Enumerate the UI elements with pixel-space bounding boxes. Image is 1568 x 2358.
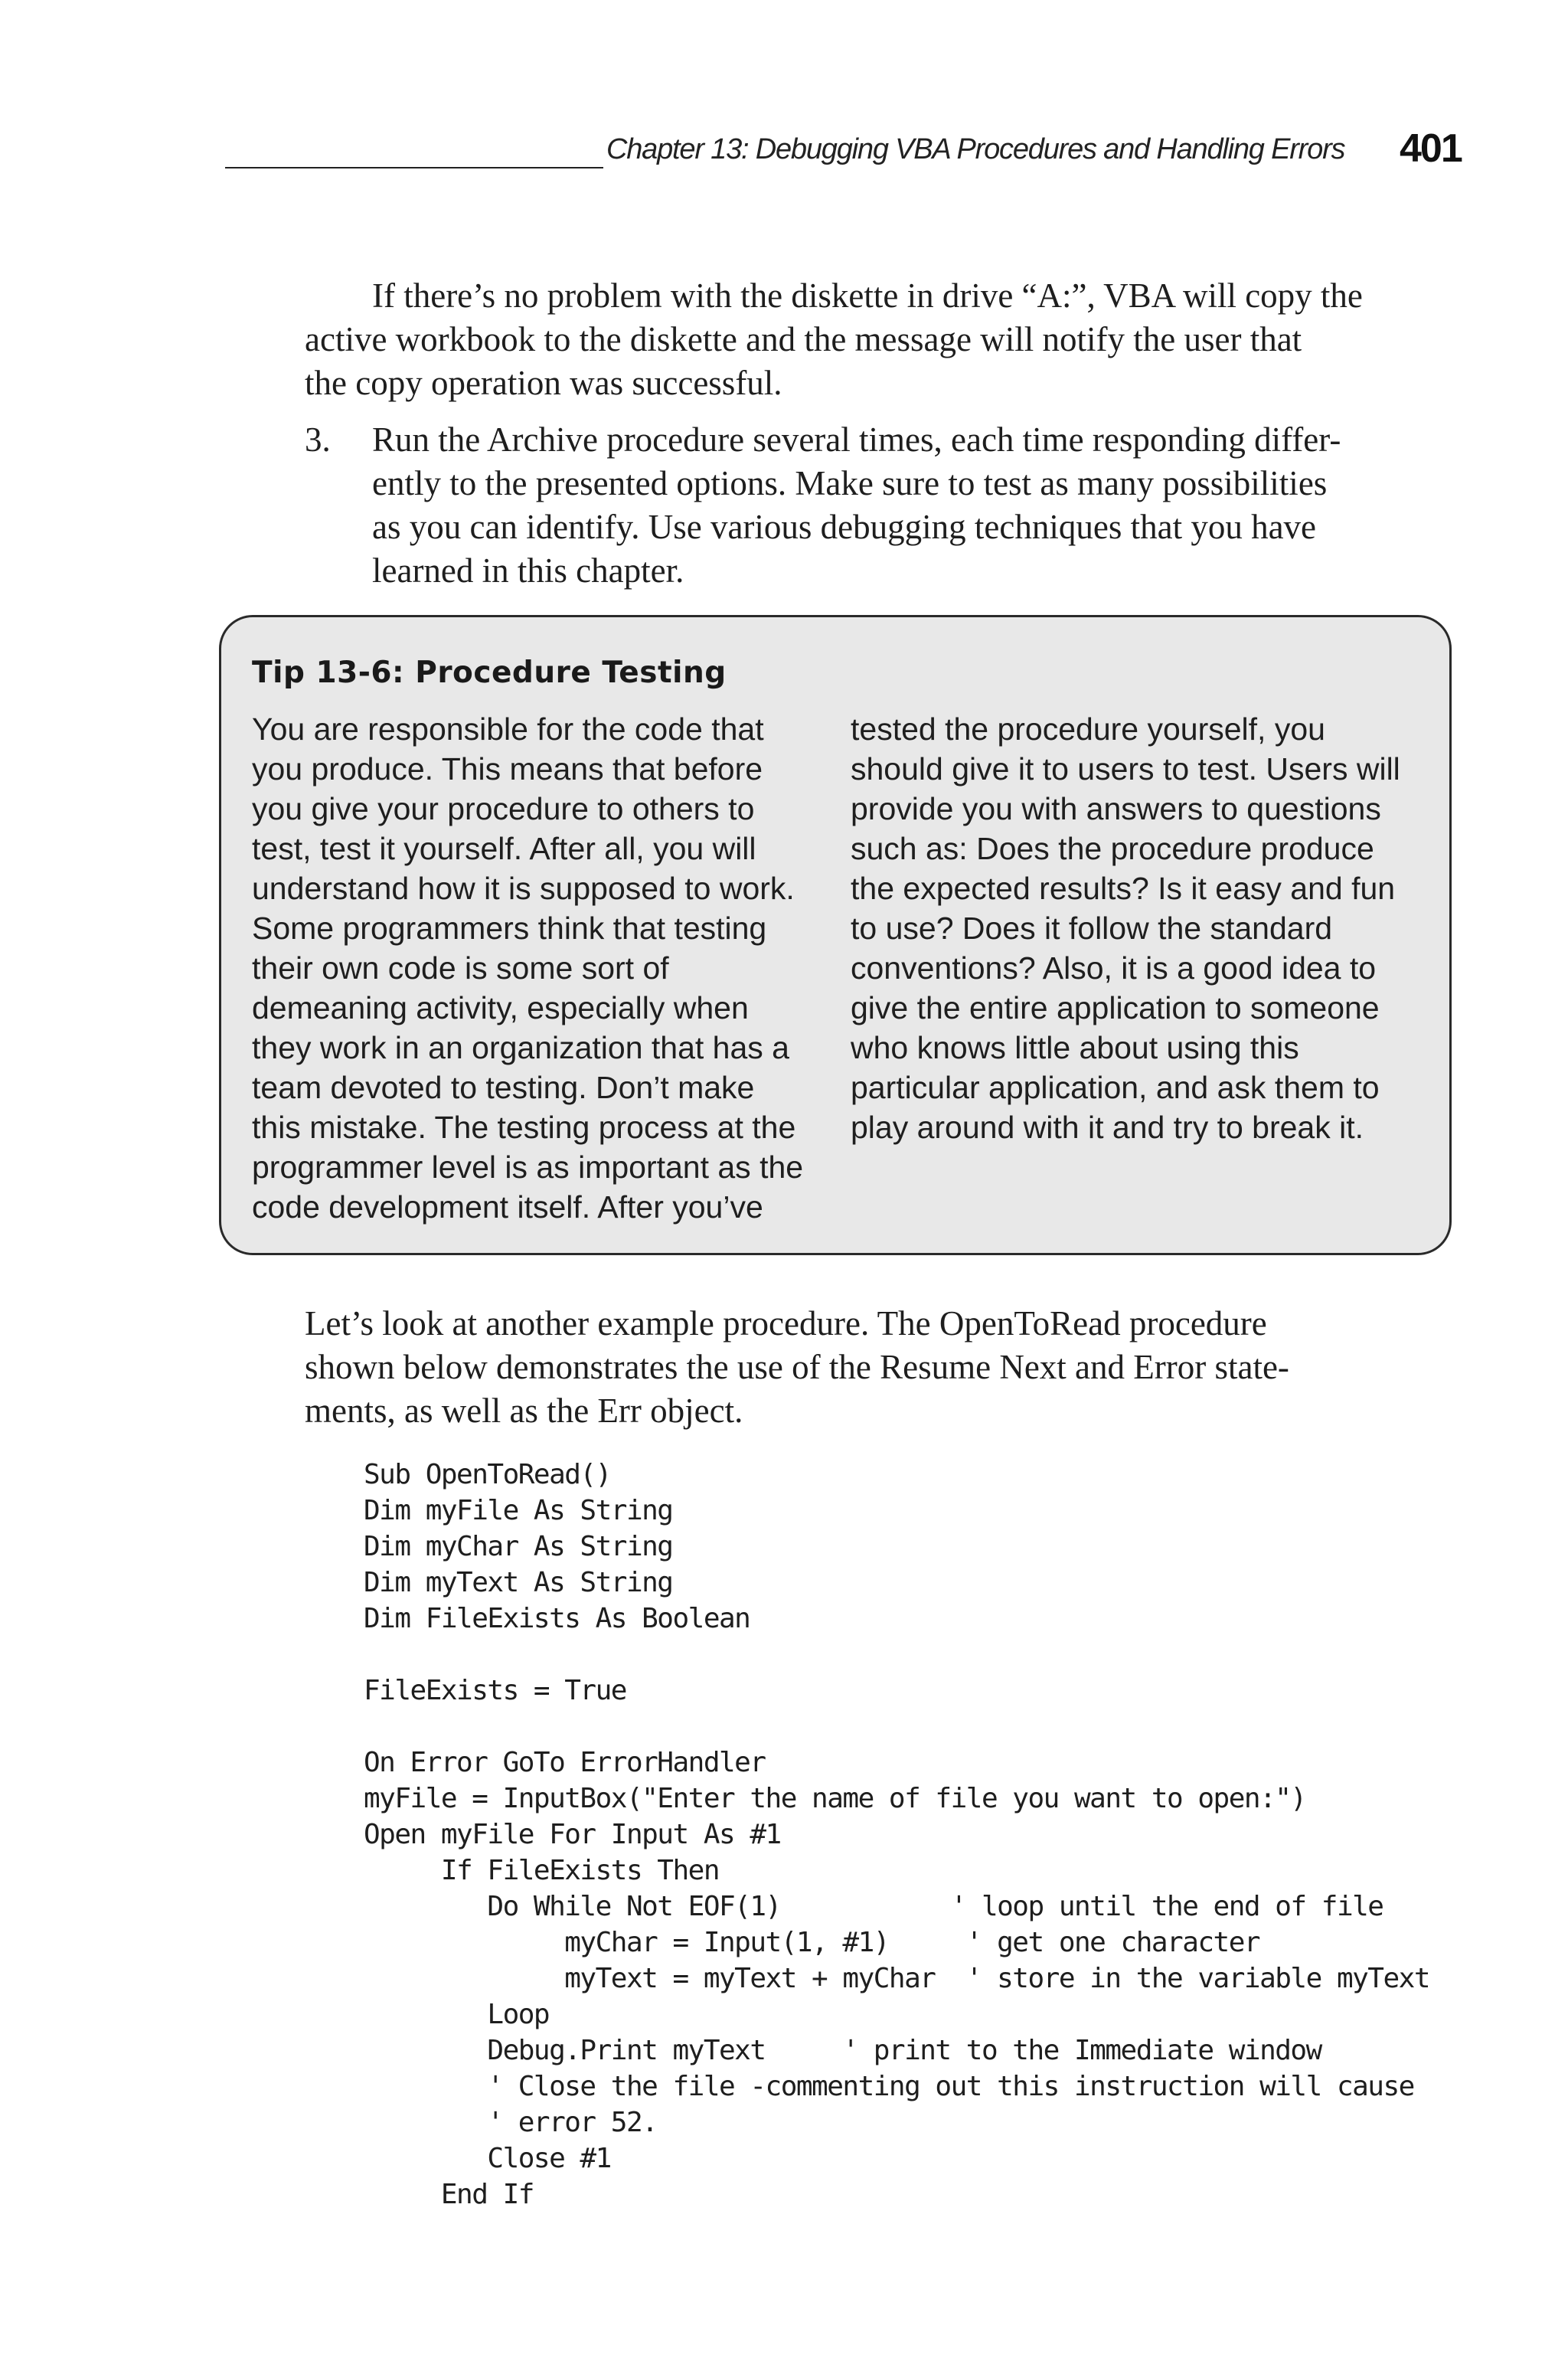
code-line: Close #1: [364, 2143, 611, 2174]
step-line: as you can identify. Use various debugging techniques that you have: [372, 508, 1317, 546]
step-number: 3.: [305, 420, 331, 459]
tip-box: [219, 615, 1452, 1255]
code-line: Do While Not EOF(1) ' loop until the end of file: [364, 1891, 1383, 1922]
tip-line: code development itself. After you’ve: [252, 1189, 763, 1225]
code-line: Dim myFile As String: [364, 1495, 673, 1526]
step-line: Run the Archive procedure several times, each time responding differ-: [372, 420, 1341, 459]
body-line: Let’s look at another example procedure. The OpenToRead procedure: [305, 1304, 1267, 1343]
body-line: shown below demonstrates the use of the Resume Next and Error state-: [305, 1348, 1289, 1386]
code-line: End If: [364, 2179, 534, 2210]
intro-line: the copy operation was successful.: [305, 364, 782, 402]
tip-line: you produce. This means that before: [252, 751, 763, 787]
code-line: On Error GoTo ErrorHandler: [364, 1747, 766, 1778]
code-line: Sub OpenToRead(): [364, 1459, 611, 1490]
code-line: myText = myText + myChar ' store in the variable myText: [364, 1963, 1429, 1994]
intro-paragraph: [305, 274, 1453, 405]
code-listing: [364, 1457, 1429, 2212]
intro-line: active workbook to the diskette and the message will notify the user that: [305, 320, 1302, 358]
tip-line: their own code is some sort of: [252, 950, 669, 986]
code-line: Dim myText As String: [364, 1567, 673, 1598]
code-line: Dim FileExists As Boolean: [364, 1603, 750, 1634]
tip-line: particular application, and ask them to: [851, 1070, 1380, 1105]
tip-line: understand how it is supposed to work.: [252, 871, 795, 906]
tip-left-column: [252, 709, 834, 1227]
header-rule: [225, 167, 603, 168]
code-line: Open myFile For Input As #1: [364, 1819, 781, 1850]
tip-line: Some programmers think that testing: [252, 911, 767, 946]
code-line: [364, 1709, 1429, 1745]
body-paragraph: [305, 1302, 1453, 1433]
step-line: ently to the presented options. Make sure to test as many possibilities: [372, 464, 1328, 502]
code-line: ' Close the file -commenting out this instruction will cause: [364, 2071, 1414, 2102]
tip-line: the expected results? Is it easy and fun: [851, 871, 1396, 906]
tip-line: should give it to users to test. Users will: [851, 751, 1400, 787]
tip-line: who knows little about using this: [851, 1030, 1299, 1065]
code-line: myFile = InputBox("Enter the name of file you want to open:"): [364, 1783, 1306, 1814]
tip-line: team devoted to testing. Don’t make: [252, 1070, 755, 1105]
code-line: myChar = Input(1, #1) ' get one character: [364, 1927, 1260, 1958]
code-line: Debug.Print myText ' print to the Immediate window: [364, 2035, 1321, 2066]
intro-line: If there’s no problem with the diskette in drive “A:”, VBA will copy the: [372, 276, 1363, 315]
page-number: 401: [1400, 126, 1462, 171]
code-line: Dim myChar As String: [364, 1531, 673, 1562]
tip-line: give the entire application to someone: [851, 990, 1380, 1025]
code-line: Loop: [364, 1999, 550, 2030]
body-line: ments, as well as the Err object.: [305, 1392, 743, 1430]
tip-line: tested the procedure yourself, you: [851, 711, 1325, 747]
tip-line: demeaning activity, especially when: [252, 990, 749, 1025]
step-text: [372, 418, 1444, 593]
tip-line: this mistake. The testing process at the: [252, 1110, 796, 1145]
tip-line: programmer level is as important as the: [252, 1150, 804, 1185]
step-line: learned in this chapter.: [372, 551, 684, 590]
code-line: ' error 52.: [364, 2107, 658, 2138]
tip-line: such as: Does the procedure produce: [851, 831, 1374, 866]
tip-line: they work in an organization that has a: [252, 1030, 789, 1065]
tip-line: you give your procedure to others to: [252, 791, 755, 826]
tip-line: You are responsible for the code that: [252, 711, 764, 747]
tip-line: to use? Does it follow the standard: [851, 911, 1333, 946]
code-line: [364, 1637, 1429, 1673]
tip-line: test, test it yourself. After all, you will: [252, 831, 756, 866]
code-line: FileExists = True: [364, 1675, 626, 1706]
code-line: If FileExists Then: [364, 1855, 719, 1886]
tip-line: conventions? Also, it is a good idea to: [851, 950, 1377, 986]
tip-right-column: [851, 709, 1432, 1147]
tip-line: play around with it and try to break it.: [851, 1110, 1364, 1145]
tip-title: Tip 13-6: Procedure Testing: [252, 656, 727, 690]
running-header: Chapter 13: Debugging VBA Procedures and Handling Errors: [606, 133, 1345, 165]
tip-line: provide you with answers to questions: [851, 791, 1381, 826]
